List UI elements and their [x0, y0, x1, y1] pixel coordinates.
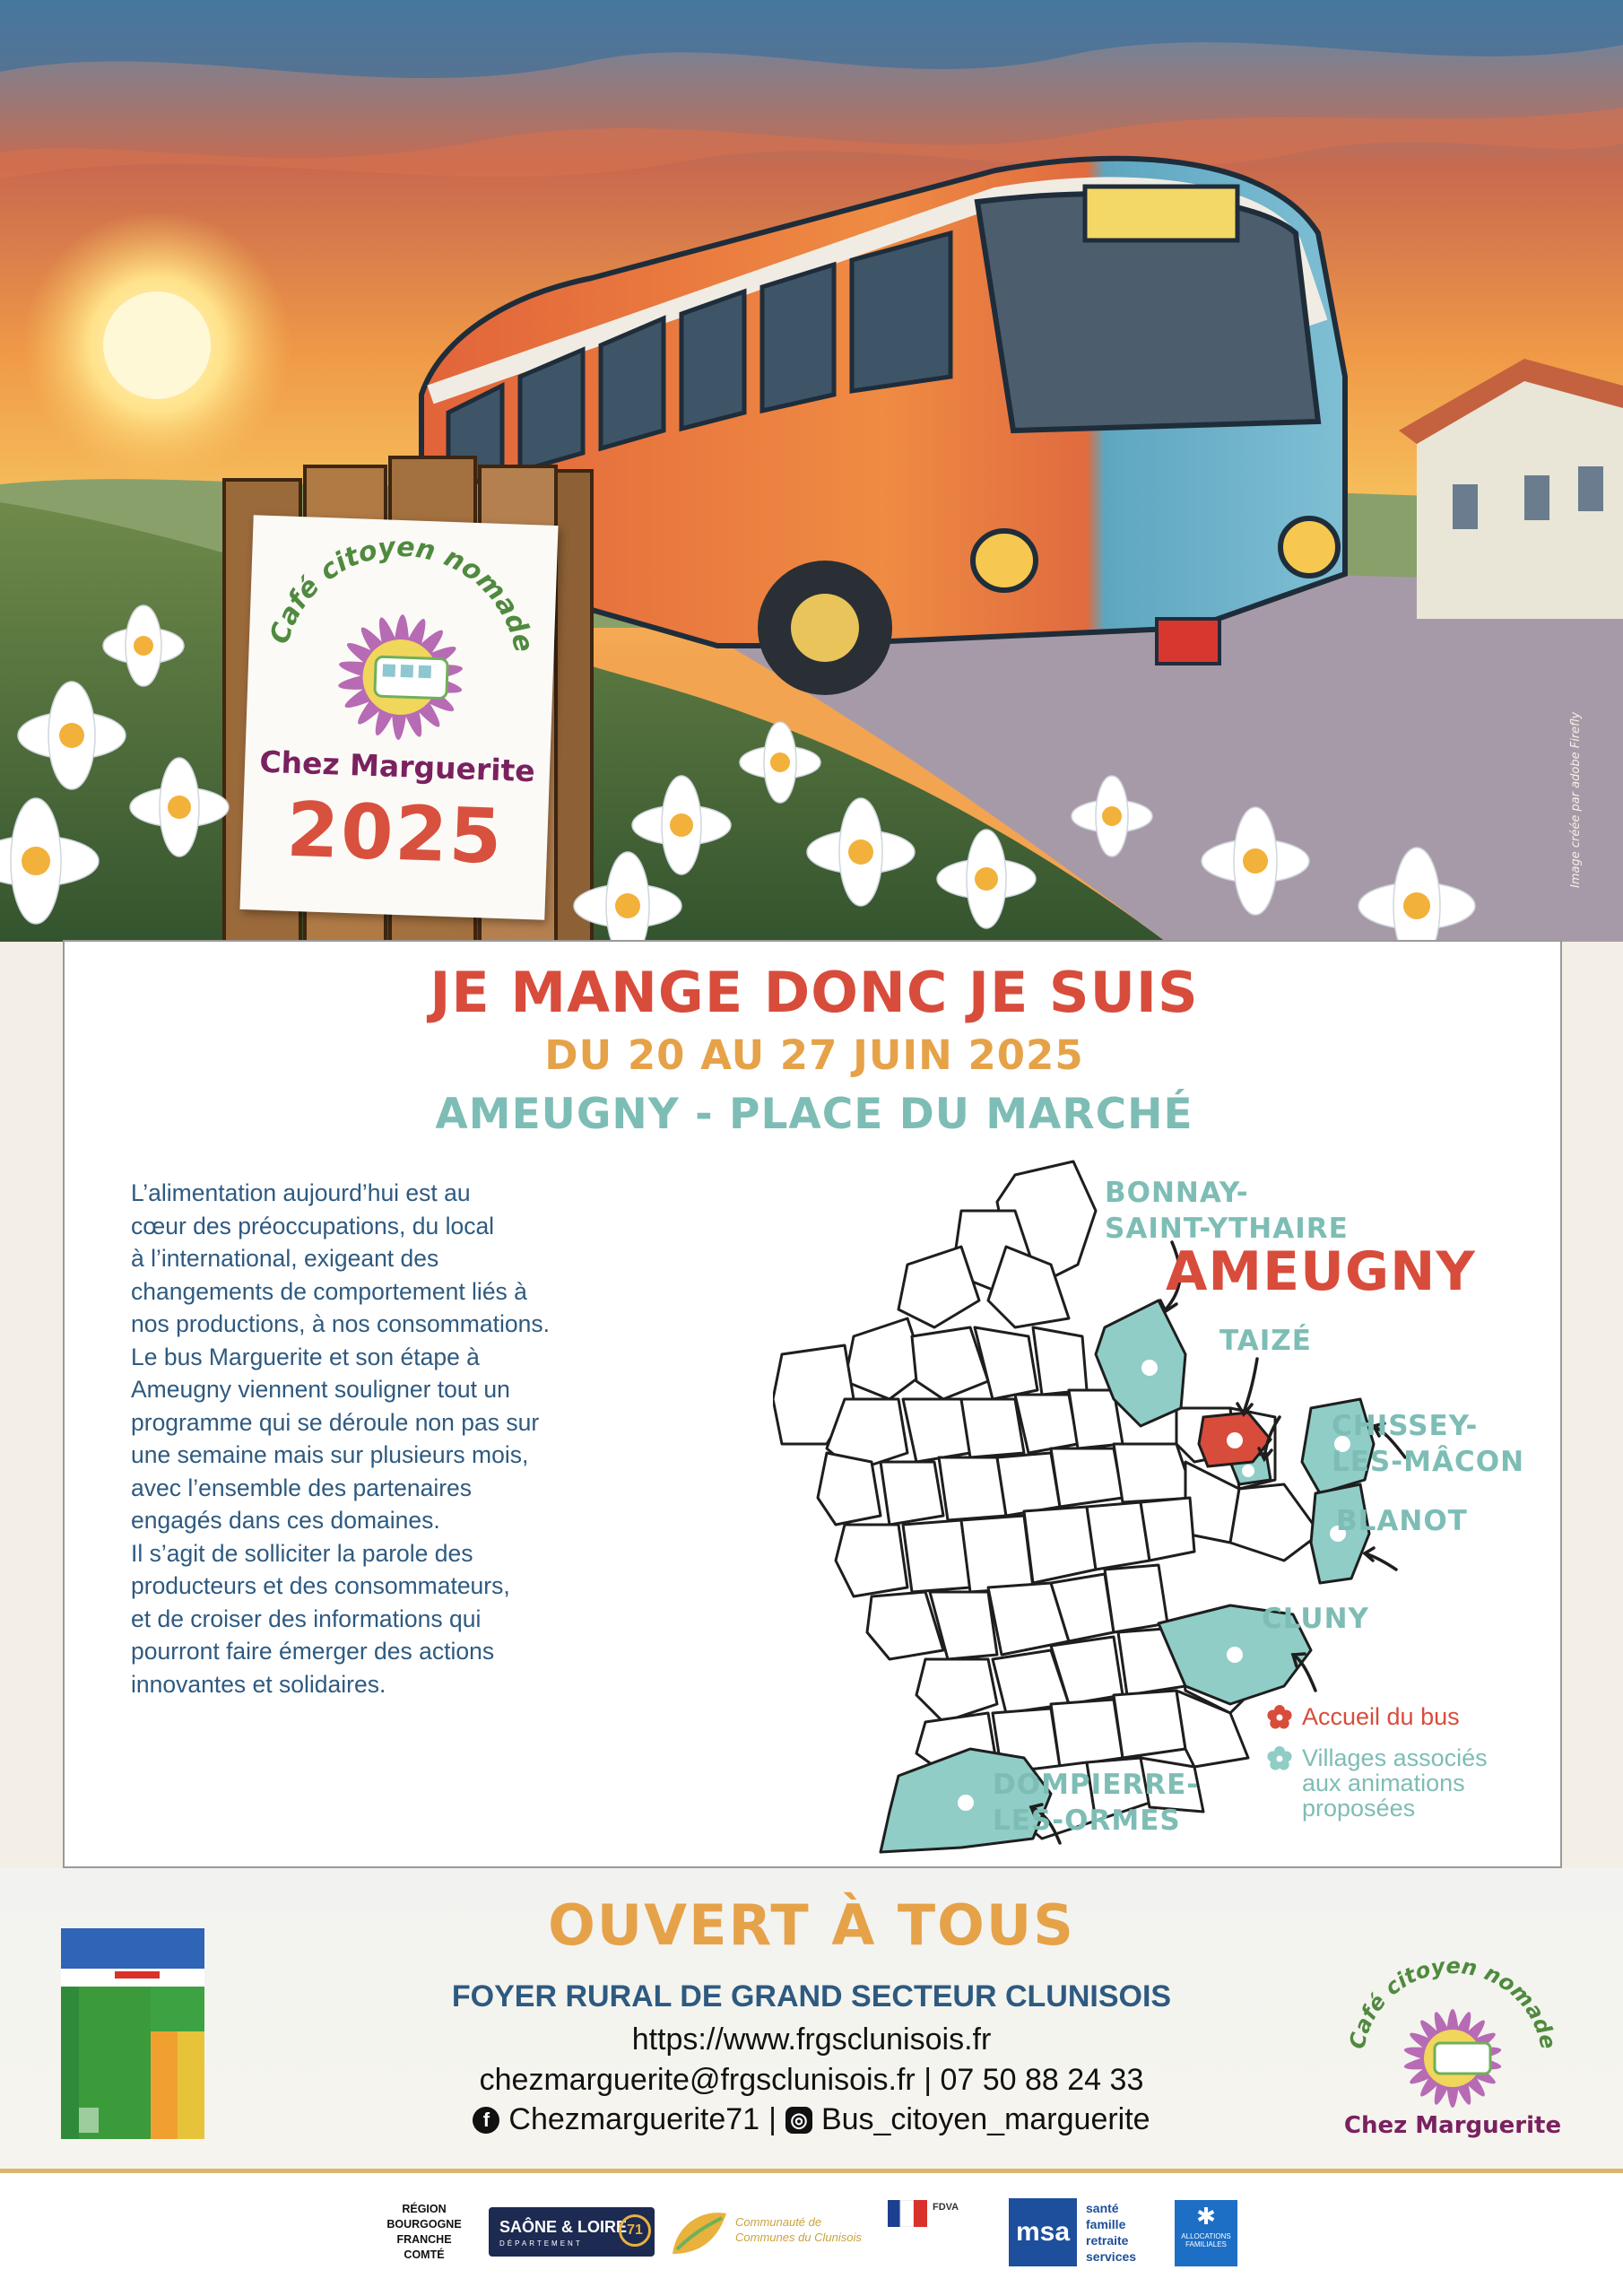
description-line: une semaine mais sur plusieurs mois,: [131, 1441, 529, 1468]
communaute-communes-logo: [668, 2209, 865, 2258]
map-label-blanot: BLANOT: [1336, 1505, 1468, 1537]
instagram-icon[interactable]: ◎: [785, 2107, 812, 2134]
red-flower-icon: [1266, 1704, 1293, 1731]
description-line: cœur des préoccupations, du local: [131, 1212, 495, 1239]
description-line: L’alimentation aujourd’hui est au: [131, 1179, 471, 1206]
logo-text: ALLOCATIONS FAMILIALES: [1181, 2232, 1231, 2248]
map-label-cluny: CLUNY: [1262, 1603, 1369, 1635]
legend-host: [1266, 1704, 1535, 1731]
description-line: nos productions, à nos consommations.: [131, 1310, 550, 1337]
event-dates: DU 20 AU 27 JUIN 2025: [544, 1031, 1084, 1079]
event-place: AMEUGNY - PLACE DU MARCHÉ: [435, 1090, 1193, 1139]
poster-brand: Chez Marguerite: [258, 744, 536, 789]
logo-text: santé: [1086, 2201, 1119, 2215]
partner-logos: [0, 2173, 1623, 2296]
cafe-citoyen-poster: [239, 515, 558, 920]
description-line: à l’international, exigeant des: [131, 1245, 439, 1272]
cc-leaf-icon: [668, 2209, 731, 2258]
description-line: avec l’ensemble des partenaires: [131, 1474, 473, 1501]
chez-marguerite-logo: [1336, 1928, 1569, 2152]
msa-logo: [1009, 2198, 1170, 2266]
teal-flower-icon: [1266, 1745, 1293, 1772]
logo-text: BOURGOGNE: [386, 2218, 462, 2231]
description-line: engagés dans ces domaines.: [131, 1507, 440, 1534]
logo-text: 71: [619, 2214, 651, 2247]
map-label-chissey: [1332, 1408, 1524, 1480]
logo-text: FDVA: [933, 2202, 959, 2213]
caf-logo: [1175, 2200, 1237, 2266]
legend-villages-label: Villages associés aux animations proposées: [1302, 1744, 1488, 1822]
description-line: changements de comportement liés à: [131, 1277, 527, 1305]
map-label-line: BONNAY-: [1105, 1177, 1249, 1209]
caf-star-icon: ✱: [1196, 2203, 1216, 2230]
region-bfc-logo: [375, 2202, 473, 2263]
daisy-bus-logo: [246, 515, 559, 759]
description-line: Ameugny viennent souligner tout un: [131, 1376, 510, 1403]
email-phone[interactable]: chezmarguerite@frgsclunisois.fr | 07 50 88 24 33: [479, 2063, 1144, 2097]
logo-text: services: [1086, 2249, 1137, 2264]
logo-text: SAÔNE & LOIRE: [499, 2218, 628, 2236]
map-label-line: CHISSEY-: [1332, 1410, 1479, 1442]
map-label-dompierre: [993, 1767, 1199, 1839]
logo-text: retraite: [1086, 2233, 1129, 2248]
facebook-icon[interactable]: f: [473, 2107, 499, 2134]
legend-host-label: Accueil du bus: [1302, 1703, 1460, 1730]
open-to-all: OUVERT À TOUS: [548, 1892, 1075, 1958]
map-label-bonnay: [1105, 1175, 1349, 1247]
website-link[interactable]: https://www.frgsclunisois.fr: [631, 2022, 992, 2057]
legend-villages: [1266, 1745, 1535, 1821]
logo-text: Communauté de Communes du Clunisois: [735, 2215, 862, 2244]
event-title: JE MANGE DONC JE SUIS: [430, 960, 1199, 1025]
description-line: programme qui se déroule non pas sur: [131, 1408, 540, 1436]
poster-arc-text: Café citoyen nomade: [264, 531, 540, 656]
description-line: producteurs et des consommateurs,: [131, 1572, 510, 1599]
logo-name: Chez Marguerite: [1343, 2112, 1562, 2139]
poster-year: 2025: [284, 785, 506, 882]
hero-illustration: [0, 0, 1623, 942]
facebook-handle[interactable]: Chezmarguerite71: [508, 2102, 760, 2136]
map-label-line: LES-ORMES: [993, 1805, 1181, 1837]
map-label-line: SAINT-YTHAIRE: [1105, 1213, 1349, 1245]
description-line: pourront faire émerger des actions: [131, 1638, 495, 1665]
marianne-icon: [888, 2200, 927, 2227]
logo-text: famille: [1086, 2217, 1126, 2231]
description-line: innovantes et solidaires.: [131, 1670, 386, 1698]
fdva-logo: [888, 2200, 986, 2267]
map-label-line: LES-MÂCON: [1332, 1446, 1525, 1478]
map-label-taize: TAIZÉ: [1219, 1325, 1312, 1357]
logo-text: RÉGION: [402, 2203, 447, 2215]
instagram-handle[interactable]: Bus_citoyen_marguerite: [820, 2102, 1150, 2136]
description-line: et de croiser des informations qui: [131, 1605, 482, 1632]
saone-et-loire-logo: [489, 2207, 655, 2257]
logo-text: msa: [1009, 2198, 1077, 2266]
logo-arc-text: Café citoyen nomade: [1344, 1952, 1561, 2052]
description-line: Il s’agit de solliciter la parole des: [131, 1539, 473, 1567]
info-panel: [63, 940, 1562, 1868]
description-text: [131, 1177, 633, 1700]
organization-name: FOYER RURAL DE GRAND SECTEUR CLUNISOIS: [451, 1979, 1172, 2013]
map-label-line: DOMPIERRE-: [993, 1769, 1200, 1801]
logo-text: DÉPARTEMENT: [499, 2239, 583, 2248]
logo-text: COMTÉ: [404, 2248, 445, 2261]
map-legend: [1266, 1704, 1535, 1835]
social-separator: |: [768, 2102, 777, 2136]
image-credit: Image créée par adobe Firefly: [1569, 711, 1583, 888]
map-label-ameugny: AMEUGNY: [1166, 1240, 1476, 1303]
logo-text: FRANCHE: [396, 2233, 452, 2246]
description-line: Le bus Marguerite et son étape à: [131, 1343, 480, 1370]
